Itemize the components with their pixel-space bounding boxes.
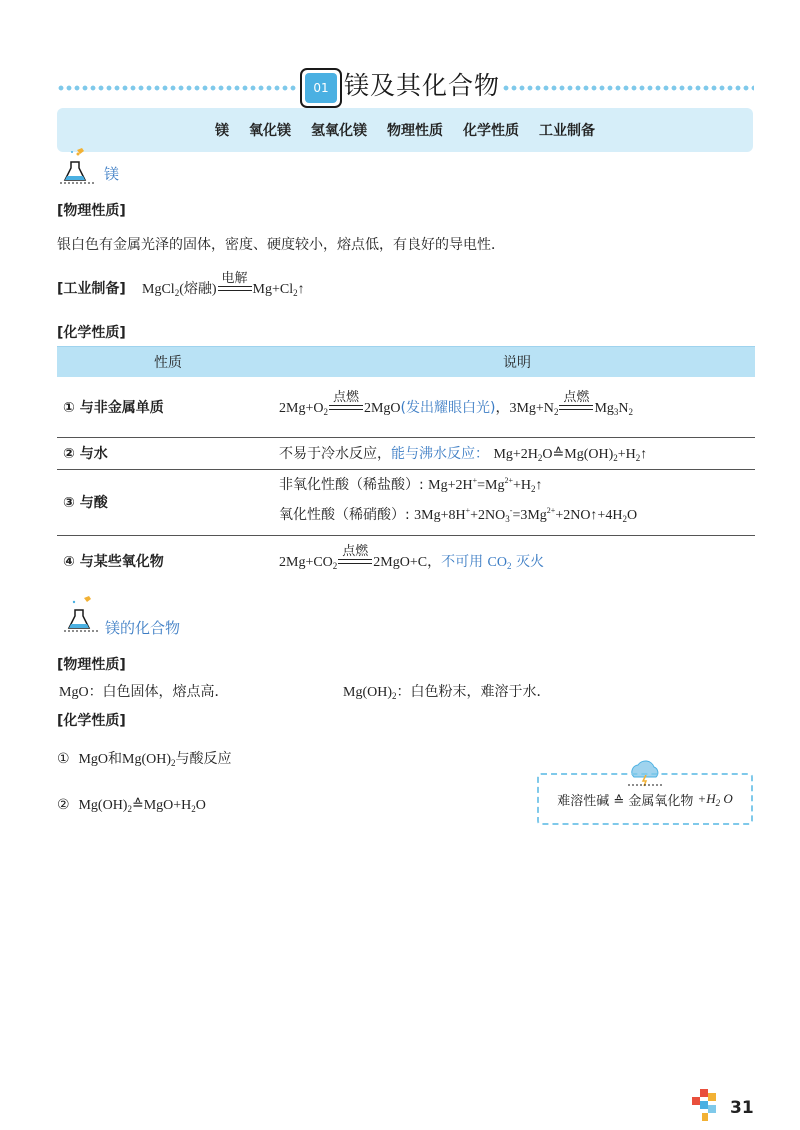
chapter-badge: [300, 68, 342, 108]
nav-item: 物理性质: [387, 123, 443, 139]
section-title-magnesium: 镁: [104, 165, 120, 183]
page-logo-icon: [692, 1089, 722, 1123]
physical-properties-text: 银白色有金属光泽的固体，密度、硬度较小，熔点低，有良好的导电性．: [57, 237, 505, 253]
compound-reaction-2: ② $Mg(OH)_2≙MgO+H_2O$: [57, 797, 206, 814]
table-header: 性质: [57, 347, 279, 378]
table-row: [57, 377, 755, 437]
chemical-properties-label: [化学性质]: [57, 325, 126, 341]
row-note: 非氧化性酸（稀盐酸）: $Mg+2H^+=Mg^{2+}+H_2↑$ 氧化性酸（稀硝酸）: $3Mg+8H^++2NO_3^-=3Mg^{2+}+2NO↑+4H_2O$: [279, 469, 755, 535]
industrial-label: [工业制备]: [57, 281, 126, 297]
section-title-compounds: 镁的化合物: [105, 619, 181, 637]
nav-item: 工业制备: [539, 123, 595, 139]
nav-item: 化学性质: [463, 123, 519, 139]
table-row: [57, 535, 755, 587]
condition-ignite: 点燃: [559, 404, 593, 414]
chemical-properties-table: [57, 346, 755, 587]
chapter-number: 01: [305, 73, 337, 103]
table-row: [57, 437, 755, 469]
nav-item: 氧化镁: [249, 123, 291, 139]
mgoh2-description: $Mg(OH)_2$：白色粉末，难溶于水．: [343, 684, 551, 701]
table-header: 说明: [279, 347, 755, 378]
nav-item: 镁: [215, 123, 229, 139]
condition-ignite: 点燃: [338, 558, 372, 568]
row-name: ③ 与酸: [57, 469, 279, 535]
mgo-description: MgO：白色固体，熔点高．: [59, 684, 229, 700]
condition-electrolysis: 电解: [218, 285, 252, 295]
topic-nav: [57, 108, 753, 152]
flask-icon: [62, 596, 102, 636]
flask-icon: [58, 148, 98, 188]
row-name: ① 与非金属单质: [57, 377, 279, 437]
tip-box: 难溶性碱 ≙ 金属氧化物 $+H_2$ O: [537, 773, 753, 825]
condition-ignite: 点燃: [329, 404, 363, 414]
compounds-chemical-label: [化学性质]: [57, 713, 126, 729]
tip-text: 难溶性碱 ≙ 金属氧化物: [557, 793, 694, 809]
industrial-equation: MgCl$_2$(熔融) 电解 $Mg+Cl_2↑$: [142, 270, 305, 298]
page-number: 31: [730, 1098, 754, 1118]
table-row: [57, 469, 755, 535]
physical-properties-label: [物理性质]: [57, 203, 126, 219]
row-note: $2Mg+CO_2$ 点燃 2MgO+C，不可用 $CO_2$ 灭火: [279, 544, 544, 572]
header-dotted-line-right: [502, 85, 754, 91]
row-note: 不易于冷水反应，能与沸水反应： $Mg+2H_2O≙Mg(OH)_2+H_2↑$: [279, 437, 755, 469]
chapter-title: 镁及其化合物: [344, 71, 501, 100]
nav-item: 氢氧化镁: [311, 123, 367, 139]
compound-reaction-1: ① MgO和$Mg(OH)_2$与酸反应: [57, 751, 232, 768]
row-name: ② 与水: [57, 437, 279, 469]
compounds-physical-label: [物理性质]: [57, 657, 126, 673]
table-header-row: [57, 347, 755, 378]
row-note: $2Mg+O_2$ 点燃 2MgO(发出耀眼白光)，$3Mg+N_2$ 点燃 $Mg_3N_2$: [279, 377, 755, 437]
header-dotted-line-left: [57, 85, 297, 91]
row-name: ④ 与某些氧化物: [63, 554, 164, 571]
